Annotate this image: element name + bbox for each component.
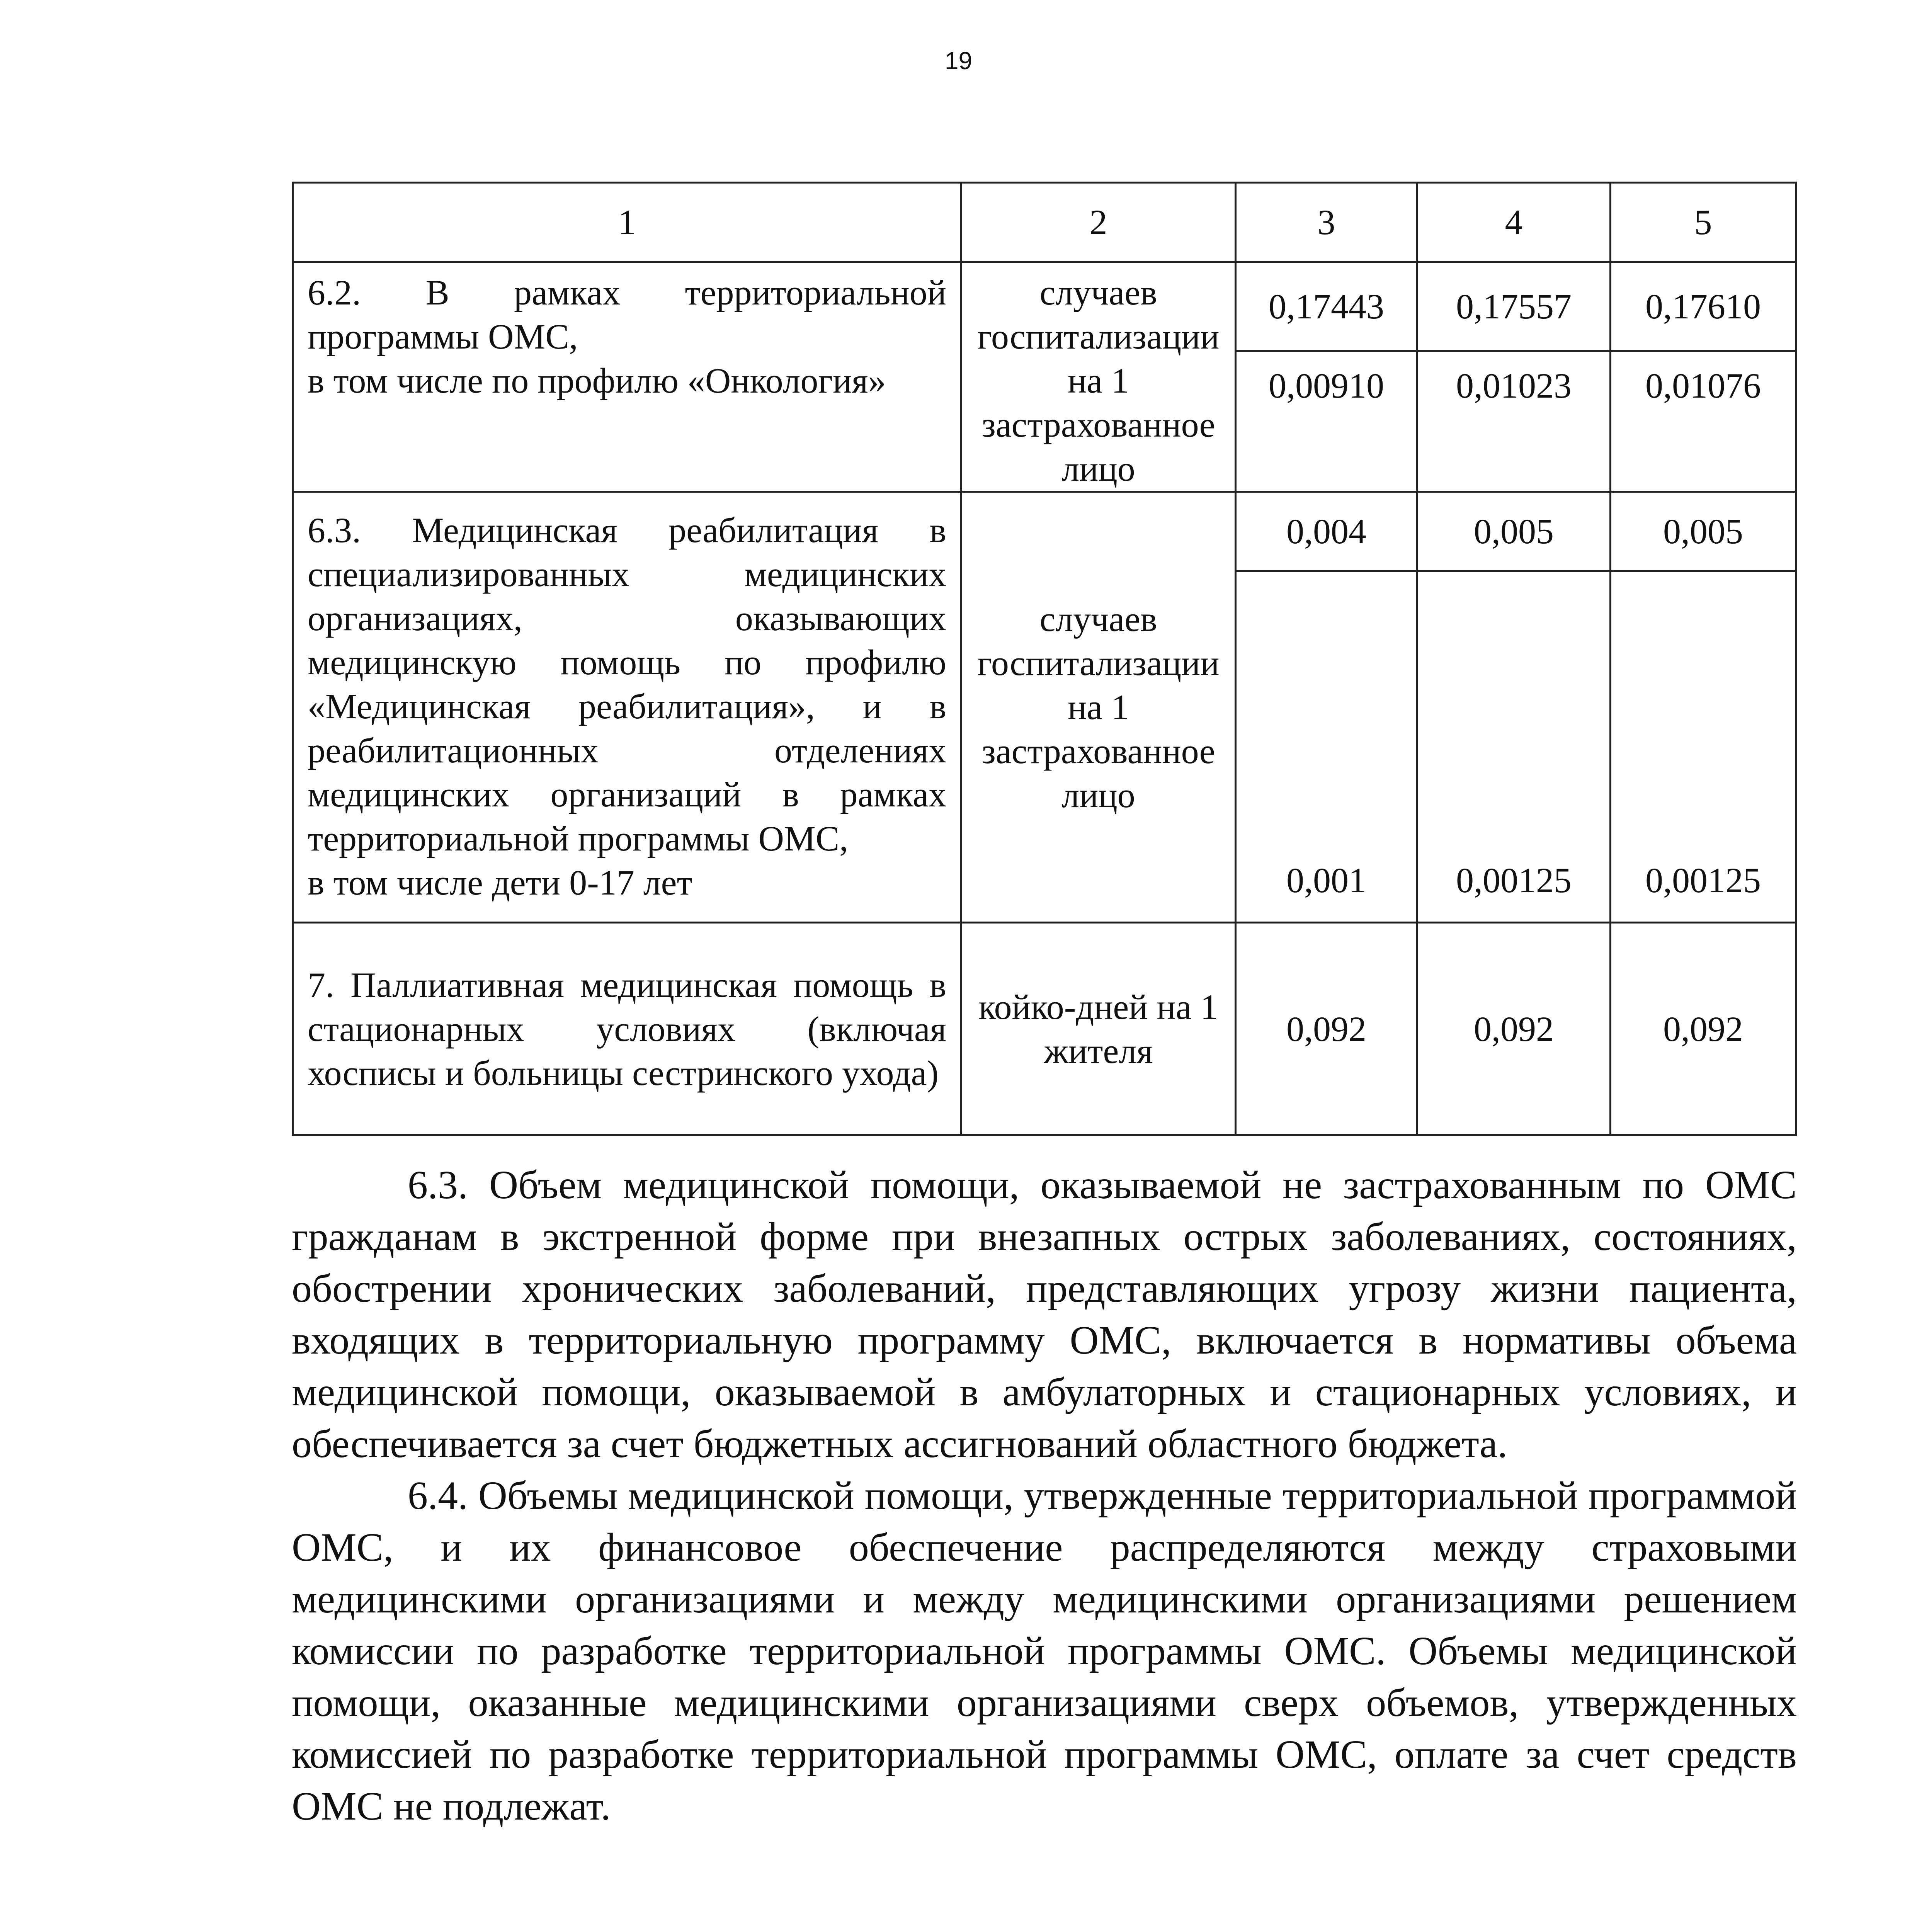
header-cell: 2 [961,183,1236,262]
row-7-value-2020: 0,092 [1417,923,1611,1135]
row-6-3-children-2020: 0,00125 [1417,571,1611,923]
page-number: 19 [944,47,973,75]
row-6-3-value-2019: 0,004 [1236,492,1417,571]
row-6-3-description [293,492,961,923]
header-cell: 3 [1236,183,1417,262]
table-header-row [293,183,1796,262]
row-6-2-text: 6.2. В рамках территориальной программы ОМС, [308,273,946,356]
table-row [293,923,1796,1135]
table-hospitalization-volume [292,182,1797,1136]
row-6-3-subtext: в том числе дети 0-17 лет [308,863,692,902]
row-6-2-value-2021: 0,17610 [1611,262,1796,351]
row-6-3-children-2021: 0,00125 [1611,571,1796,923]
row-6-2-subtext: в том числе по профилю «Онкология» [308,361,886,400]
row-7-description: 7. Паллиативная медицинская помощь в стационарных условиях (включая хосписы и больницы сестринского ухода) [293,923,961,1135]
table-row [293,262,1796,351]
row-6-2-value-2020: 0,17557 [1417,262,1611,351]
header-cell: 1 [293,183,961,262]
row-7-unit: койко-дней на 1 жителя [961,923,1236,1135]
header-cell: 5 [1611,183,1796,262]
row-6-2-oncology-2021: 0,01076 [1611,351,1796,492]
row-6-3-text: 6.3. Медицинская реабилитация в специализированных медицинских организациях, оказывающих медицинскую помощь по профилю «Медицинская реабилитация», и в реабилитационных отделениях медицинских организаций в рамках территориальной программы ОМС, [308,510,946,858]
row-6-3-children-2019: 0,001 [1236,571,1417,923]
row-7-value-2021: 0,092 [1611,923,1796,1135]
row-6-2-oncology-2020: 0,01023 [1417,351,1611,492]
table-row [293,492,1796,571]
row-6-3-value-2021: 0,005 [1611,492,1796,571]
paragraph-6-3: 6.3. Объем медицинской помощи, оказываемой не застрахованным по ОМС гражданам в экстренной форме при внезапных острых заболеваниях, состояниях, обострении хронических заболеваний, представляющих угрозу жизни пациента, входящих в территориальную программу ОМС, включается в нормативы объема медицинской помощи, оказываемой в амбулаторных и стационарных условиях, и обеспечивается за счет бюджетных ассигнований областного бюджета. [292,1163,1797,1466]
paragraph-6-4: 6.4. Объемы медицинской помощи, утвержденные территориальной программой ОМС, и их финансовое обеспечение распределяются между страховыми медицинскими организациями и между медицинскими организациями решением комиссии по разработке территориальной программы ОМС. Объемы медицинской помощи, оказанные медицинскими организациями сверх объемов, утвержденных комиссией по разработке территориальной программы ОМС, оплате за счет средств ОМС не подлежат. [292,1473,1797,1828]
row-6-2-unit: случаев госпитализации на 1 застрахованное лицо [961,262,1236,492]
row-6-3-unit: случаев госпитализации на 1 застрахованное лицо [961,492,1236,923]
row-6-2-value-2019: 0,17443 [1236,262,1417,351]
row-6-2-oncology-2019: 0,00910 [1236,351,1417,492]
row-6-3-value-2020: 0,005 [1417,492,1611,571]
header-cell: 4 [1417,183,1611,262]
row-6-2-description [293,262,961,492]
body-paragraphs [292,1159,1797,1832]
row-7-value-2019: 0,092 [1236,923,1417,1135]
